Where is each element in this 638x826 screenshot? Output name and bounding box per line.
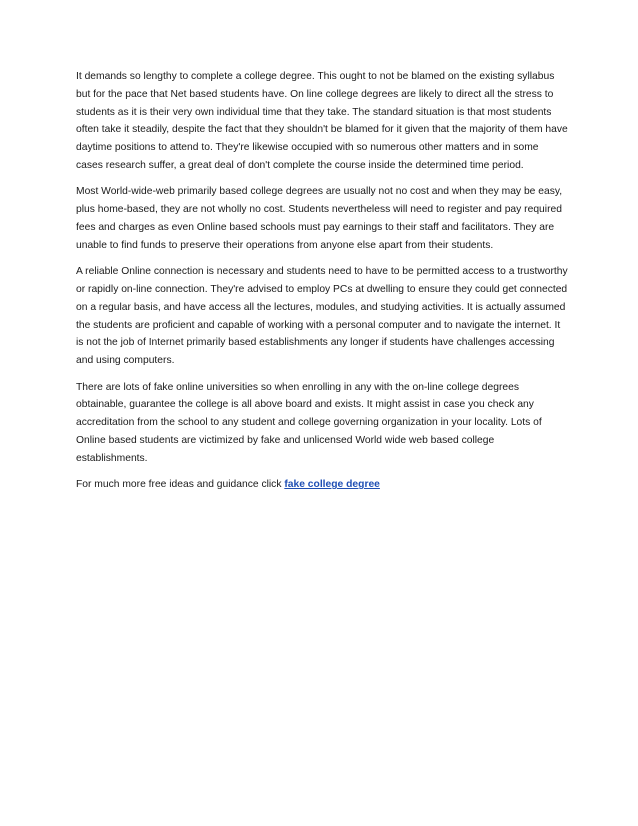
closing-text: For much more free ideas and guidance click <box>76 479 285 491</box>
paragraph-2: Most World-wide-web primarily based college degrees are usually not no cost and when they may be easy, plus home-based, they are not wholly no cost. Students nevertheless will need to register and pay required fees and charges as even Online based schools must pay earnings to their staff and facilitators. They are unable to find funds to preserve their operations from anyone else apart from their students. <box>76 186 563 251</box>
document-body <box>76 68 568 494</box>
paragraph-1: It demands so lengthy to complete a college degree. This ought to not be blamed on the existing syllabus but for the pace that Net based students have. On line college degrees are likely to direct all the stress to students as it is their very own individual time that they take. The standard situation is that most students often take it steadily, despite the fact that they shouldn't be blamed for it given that the majority of them have daytime positions to attend to. They're likewise occupied with so numerous other matters and in some cases research suffer, a great deal of don't complete the course inside the determined time period. <box>76 71 568 171</box>
fake-college-degree-link[interactable]: fake college degree <box>284 479 380 491</box>
closing-paragraph <box>76 476 568 494</box>
paragraph-3: A reliable Online connection is necessary and students need to have to be permitted access to a trustworthy or rapidly on-line connection. They're advised to employ PCs at dwelling to ensure they could get connected on a regular basis, and have access all the lectures, modules, and studying activities. It is actually assumed the students are proficient and capable of working with a personal computer and to navigate the internet. It is not the job of Internet primarily based establishments any longer if students have challenges accessing and using computers. <box>76 266 568 367</box>
paragraph-4: There are lots of fake online universities so when enrolling in any with the on-line college degrees obtainable, guarantee the college is all above board and exists. It might assist in case you check any accreditation from the school to any student and college governing organization in your locality. Lots of Online based students are victimized by fake and unlicensed World wide web based college establishments. <box>76 381 542 464</box>
